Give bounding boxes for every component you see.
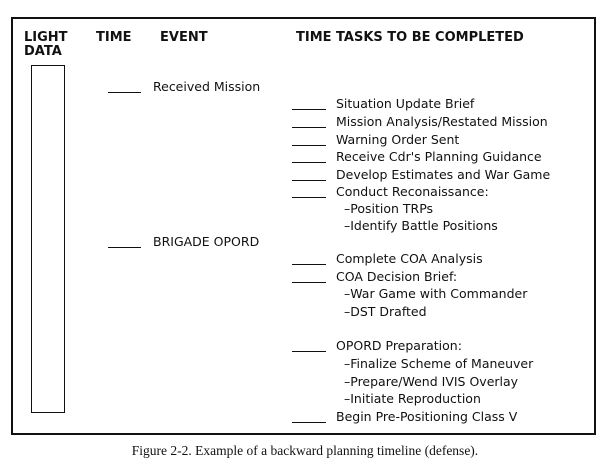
subtask-war-game-commander: –War Game with Commander (344, 286, 528, 301)
light-data-box (31, 65, 65, 413)
task-situation-update: Situation Update Brief (336, 96, 475, 111)
task-time-line (292, 162, 326, 163)
event-received-mission: Received Mission (153, 79, 261, 94)
timeline-frame (11, 17, 596, 435)
task-pre-positioning: Begin Pre-Positioning Class V (336, 409, 518, 424)
event-time-line (108, 247, 141, 248)
event-time-line (108, 92, 141, 93)
task-time-line (292, 127, 326, 128)
header-light: LIGHT (24, 30, 68, 45)
subtask-position-trps: –Position TRPs (344, 201, 434, 216)
header-event: EVENT (160, 30, 208, 45)
header-data: DATA (24, 44, 62, 59)
task-time-line (292, 197, 326, 198)
task-mission-analysis: Mission Analysis/Restated Mission (336, 114, 548, 129)
task-time-line (292, 180, 326, 181)
task-warning-order: Warning Order Sent (336, 132, 460, 147)
header-time: TIME (96, 30, 132, 45)
event-brigade-opord: BRIGADE OPORD (153, 234, 260, 249)
subtask-initiate-reproduction: –Initiate Reproduction (344, 391, 481, 406)
task-time-line (292, 145, 326, 146)
header-time-tasks: TIME TASKS TO BE COMPLETED (296, 30, 524, 45)
figure-caption: Figure 2-2. Example of a backward planning timeline (defense). (131, 443, 479, 458)
task-time-line (292, 109, 326, 110)
subtask-ivis-overlay: –Prepare/Wend IVIS Overlay (344, 374, 519, 389)
task-opord-preparation: OPORD Preparation: (336, 338, 462, 353)
task-time-line (292, 351, 326, 352)
subtask-identify-battle-positions: –Identify Battle Positions (344, 218, 498, 233)
task-time-line (292, 264, 326, 265)
task-time-line (292, 422, 326, 423)
task-planning-guidance: Receive Cdr's Planning Guidance (336, 149, 542, 164)
subtask-dst-drafted: –DST Drafted (344, 304, 427, 319)
task-time-line (292, 282, 326, 283)
task-conduct-recon: Conduct Reconaissance: (336, 184, 489, 199)
task-complete-coa: Complete COA Analysis (336, 251, 483, 266)
subtask-finalize-scheme: –Finalize Scheme of Maneuver (344, 356, 534, 371)
task-coa-decision-brief: COA Decision Brief: (336, 269, 458, 284)
task-estimates-war-game: Develop Estimates and War Game (336, 167, 551, 182)
